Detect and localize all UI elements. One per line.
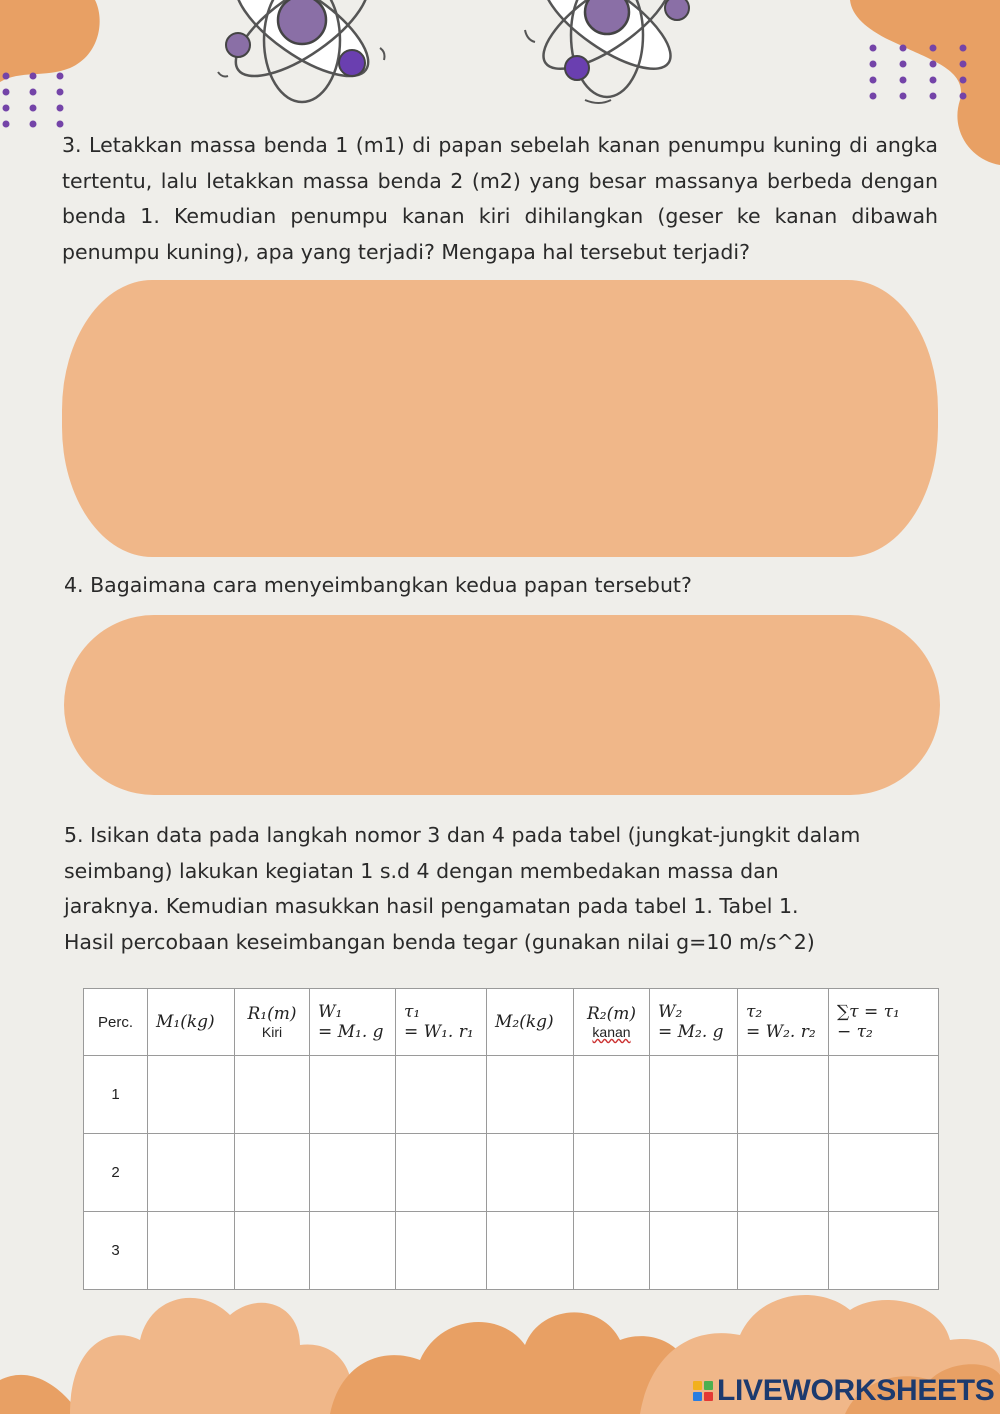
answer-input-question-3[interactable] bbox=[62, 280, 938, 557]
row-number: 1 bbox=[84, 1056, 148, 1134]
question-5-line: jaraknya. Kemudian masukkan hasil pengamatan pada tabel 1. Tabel 1. bbox=[64, 894, 799, 918]
table-row bbox=[84, 1212, 939, 1290]
table-header-row bbox=[84, 989, 939, 1056]
cell-r2[interactable] bbox=[574, 1056, 649, 1133]
header-tau2: τ₂ = W₂. r₂ bbox=[738, 989, 829, 1056]
cell-m2[interactable] bbox=[487, 1212, 573, 1289]
cell-w2[interactable] bbox=[650, 1056, 737, 1133]
question-5-text bbox=[64, 818, 944, 960]
header-m2: M₂(kg) bbox=[487, 989, 574, 1056]
data-table bbox=[83, 988, 939, 1290]
decor-dots-right bbox=[865, 40, 985, 104]
cell-tau1[interactable] bbox=[396, 1056, 486, 1133]
header-w1: W₁ = M₁. g bbox=[310, 989, 396, 1056]
question-5-line: seimbang) lakukan kegiatan 1 s.d 4 dengan membedakan massa dan bbox=[64, 858, 779, 883]
cell-tau1[interactable] bbox=[396, 1212, 486, 1289]
cell-w2[interactable] bbox=[650, 1134, 737, 1211]
question-5-line: 5. Isikan data pada langkah nomor 3 dan 4 pada tabel (jungkat-jungkit dalam bbox=[64, 823, 861, 847]
liveworksheets-logo-icon bbox=[693, 1381, 713, 1401]
row-number: 2 bbox=[84, 1134, 148, 1212]
answer-box-question-4[interactable] bbox=[64, 615, 940, 795]
header-perc: Perc. bbox=[84, 989, 148, 1056]
question-4-text: 4. Bagaimana cara menyeimbangkan kedua papan tersebut? bbox=[64, 573, 692, 597]
cell-sum-tau[interactable] bbox=[829, 1212, 938, 1289]
atom-icon bbox=[515, 0, 705, 110]
cell-w1[interactable] bbox=[310, 1056, 395, 1133]
cell-m2[interactable] bbox=[487, 1056, 573, 1133]
header-r1: R₁(m) Kiri bbox=[235, 989, 310, 1056]
table-row bbox=[84, 1134, 939, 1212]
decor-dots-left bbox=[0, 68, 70, 132]
cell-sum-tau[interactable] bbox=[829, 1056, 938, 1133]
liveworksheets-logo-text: LIVEWORKSHEETS bbox=[717, 1374, 995, 1407]
header-w2: W₂ = M₂. g bbox=[650, 989, 738, 1056]
cell-w1[interactable] bbox=[310, 1212, 395, 1289]
cell-tau2[interactable] bbox=[738, 1056, 828, 1133]
liveworksheets-logo bbox=[693, 1373, 995, 1409]
header-r2: R₂(m) kanan bbox=[574, 989, 650, 1056]
cell-w2[interactable] bbox=[650, 1212, 737, 1289]
table-row bbox=[84, 1056, 939, 1134]
row-number: 3 bbox=[84, 1212, 148, 1290]
header-r1-sub: Kiri bbox=[261, 1024, 283, 1040]
cell-tau2[interactable] bbox=[738, 1212, 828, 1289]
cell-m1[interactable] bbox=[148, 1056, 234, 1133]
answer-input-question-4[interactable] bbox=[64, 615, 940, 795]
header-sum-tau: ∑τ = τ₁ − τ₂ bbox=[829, 989, 939, 1056]
cell-r2[interactable] bbox=[574, 1212, 649, 1289]
question-5-line: Hasil percobaan keseimbangan benda tegar (gunakan nilai g=10 m/s^2) bbox=[64, 929, 815, 954]
cell-w1[interactable] bbox=[310, 1134, 395, 1211]
cell-tau1[interactable] bbox=[396, 1134, 486, 1211]
atom-icon bbox=[210, 0, 400, 112]
header-m1: M₁(kg) bbox=[148, 989, 235, 1056]
cell-m1[interactable] bbox=[148, 1212, 234, 1289]
header-r2-sub: kanan bbox=[592, 1024, 631, 1040]
question-3-text: 3. Letakkan massa benda 1 (m1) di papan sebelah kanan penumpu kuning di angka tertentu, lalu letakkan massa benda 2 (m2) yang besar massanya berbeda dengan benda 1. Kemudian penumpu kanan kiri dihilangkan (geser ke kanan dibawah penumpu kuning), apa yang terjadi? Mengapa hal tersebut terjadi? bbox=[62, 133, 938, 264]
cell-r1[interactable] bbox=[235, 1134, 309, 1211]
cell-r1[interactable] bbox=[235, 1212, 309, 1289]
cell-r1[interactable] bbox=[235, 1056, 309, 1133]
cell-m2[interactable] bbox=[487, 1134, 573, 1211]
cell-sum-tau[interactable] bbox=[829, 1134, 938, 1211]
header-tau1: τ₁ = W₁. r₁ bbox=[396, 989, 487, 1056]
answer-box-question-3[interactable] bbox=[62, 280, 938, 557]
cell-tau2[interactable] bbox=[738, 1134, 828, 1211]
cell-m1[interactable] bbox=[148, 1134, 234, 1211]
cell-r2[interactable] bbox=[574, 1134, 649, 1211]
